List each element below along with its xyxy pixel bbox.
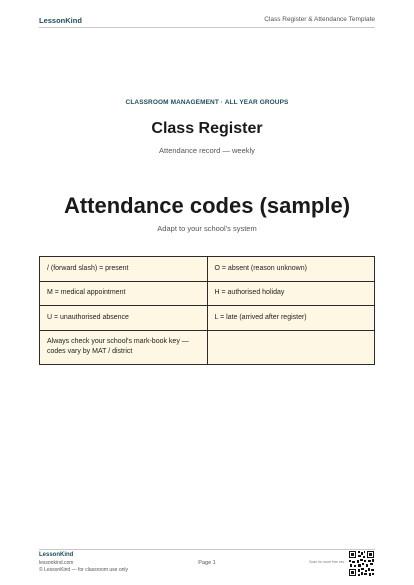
page-header	[39, 14, 375, 28]
page-subtitle: Attendance record — weekly	[159, 146, 255, 155]
attendance-codes-table	[39, 256, 375, 365]
footer-brand: LessonKind	[39, 552, 74, 558]
document-title: Class Register & Attendance Template	[264, 16, 375, 23]
qr-caption: Scan for more free res	[309, 560, 344, 564]
qr-code-icon[interactable]	[349, 551, 374, 576]
table-cell: O = absent (reason unknown)	[207, 257, 375, 282]
table-cell: M = medical appointment	[40, 281, 208, 306]
footer-site-link[interactable]: lessonkind.com	[39, 560, 74, 566]
footer-divider	[39, 549, 375, 550]
table-cell: Always check your school's mark-book key — codes vary by MAT / district	[40, 330, 208, 364]
table-cell: U = unauthorised absence	[40, 306, 208, 331]
kicker-label: CLASSROOM MANAGEMENT · ALL YEAR GROUPS	[125, 99, 289, 106]
header-divider	[39, 27, 375, 28]
page-number: Page 1	[198, 560, 216, 566]
table-row	[40, 306, 375, 331]
table-row	[40, 330, 375, 364]
table-cell: H = authorised holiday	[207, 281, 375, 306]
table-row	[40, 281, 375, 306]
section-subtitle: Adapt to your school's system	[157, 224, 257, 233]
table-row	[40, 257, 375, 282]
section-title: Attendance codes (sample)	[63, 193, 351, 218]
table-cell: L = late (arrived after register)	[207, 306, 375, 331]
brand-logo-text[interactable]: LessonKind	[39, 16, 82, 25]
footer-copyright: © LessonKind — for classroom use only	[39, 567, 129, 573]
page-title: Class Register	[151, 120, 263, 137]
table-cell	[207, 330, 375, 364]
table-cell: / (forward slash) = present	[40, 257, 208, 282]
